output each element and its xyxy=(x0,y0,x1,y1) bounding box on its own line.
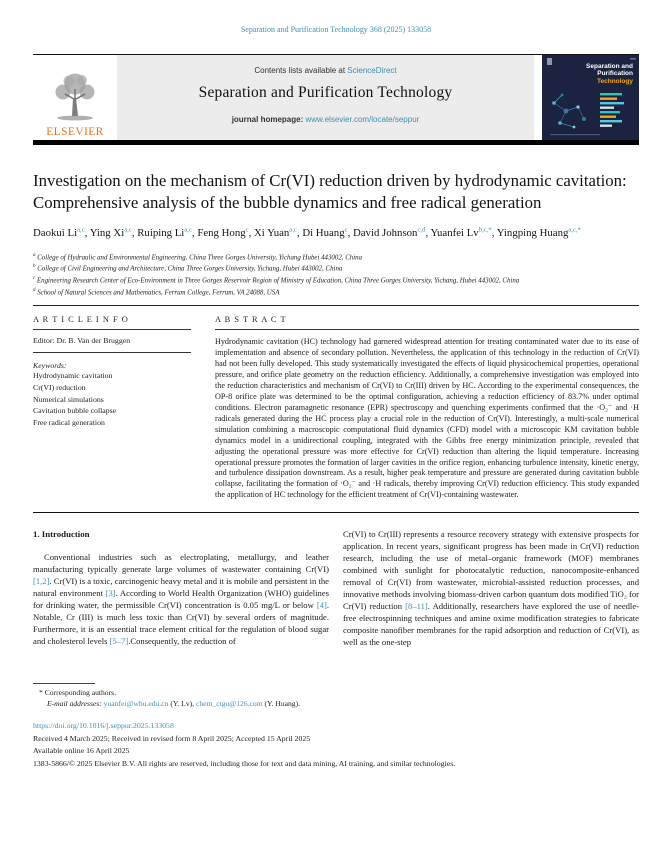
keyword-list xyxy=(33,370,191,428)
author: Yuanfei $Lv^{b,c,*}$, xyxy=(430,226,497,240)
footer-block xyxy=(33,720,639,771)
info-abstract-section xyxy=(33,315,639,501)
affiliation-list xyxy=(33,252,639,299)
journal-title: Separation and Purification Technology xyxy=(198,84,453,101)
journal-cover-thumbnail xyxy=(542,55,639,140)
affiliation: $^d$ School of Natural Sciences and Mathematics, Ferrum College, Ferrum, VA 24088, USA xyxy=(33,287,280,296)
affiliation: $^b$ College of Civil Engineering and Architecture, China Three Gorges University, Yichang, Hubei 443002, China xyxy=(33,264,343,273)
received-line: Received 4 March 2025; Received in revised form 8 April 2025; Accepted 15 April 2025 xyxy=(33,733,311,743)
intro-paragraph-left: Conventional industries such as electroplating, metallurgy, and leather manufacturing typically generate large volumes of wastewater containing Cr(VI) [1,2]. Cr(VI) is a toxic, carcinogenic heavy metal and it is mobile and persistent in the natural environment [3]. According to World Health Organization (WHO) guidelines for drinking water, the permissible Cr(VI) concentration is 0.05 mg/L or below [4]. Notable, Cr (III) is much less toxic than Cr(VI) by several orders of magnitude. Furthermore, it is an essential trace element critical for the regulation of blood sugar and cholesterol levels [5–7].Consequently, the reduction of xyxy=(33,552,329,646)
intro-left-column xyxy=(33,529,329,677)
keyword: Cavitation bubble collapse xyxy=(33,406,117,416)
cover-title-line1: Separation and xyxy=(586,63,633,70)
email-label: E-mail addresses: xyxy=(47,699,102,709)
email2-name: (Y. Huang). xyxy=(262,699,301,709)
editor-line: Editor: Dr. B. Van der Bruggen xyxy=(33,330,191,353)
abstract-column xyxy=(215,315,639,501)
affiliation: $^a$ College of Hydraulic and Environmental Engineering, China Three Gorges University, Yichang Hubei 443002, China xyxy=(33,252,363,262)
contents-lists-text: Contents lists available at xyxy=(254,66,348,75)
elsevier-logo xyxy=(33,55,117,140)
author: Ying Xi$^{a,c}$, xyxy=(89,226,138,240)
paper-title: Investigation on the mechanism of Cr(VI) reduction driven by hydrodynamic cavitation: Comprehensive analysis of the bubble dynamics and free radical generation xyxy=(33,170,627,212)
header-bottom-rule xyxy=(33,140,639,145)
author: Daokui Li$^{a,c}$, xyxy=(33,226,90,240)
intro-heading: 1. Introduction xyxy=(33,529,90,540)
cover-title xyxy=(586,63,633,85)
homepage-link[interactable]: www.elsevier.com/locate/seppur xyxy=(305,115,420,124)
journal-banner xyxy=(117,55,534,140)
author: Di Huang$^c$, xyxy=(302,226,353,240)
article-info-column xyxy=(33,315,191,501)
affiliation: $^c$ Engineering Research Center of Eco-Environment in Three Gorges Reservoir Region of Ministry of Education, China Three Gorges University, Yichang, Hubei 443002, China xyxy=(33,276,520,285)
author: Ruiping Li$^{a,c}$, xyxy=(137,226,198,240)
abstract-heading: A B S T R A C T xyxy=(215,315,639,330)
article-info-heading: A R T I C L E I N F O xyxy=(33,315,191,330)
keyword: Free radical generation xyxy=(33,418,105,428)
contents-lists-line xyxy=(117,66,534,75)
sciencedirect-link[interactable]: ScienceDirect xyxy=(347,66,397,75)
author: David Johnson$^{c,d}$, xyxy=(352,226,431,240)
cover-title-line2: Purification xyxy=(597,70,633,78)
email-link-huang[interactable]: chem_ctgu@126.com xyxy=(195,699,263,709)
homepage-label: journal homepage: xyxy=(231,115,306,124)
keyword: Hydrodynamic cavitation xyxy=(33,371,113,381)
available-online-line: Available online 16 April 2025 xyxy=(33,746,130,756)
email-addresses-line xyxy=(33,699,639,708)
author: Feng Hong$^c$, xyxy=(197,226,254,240)
elsevier-tree-icon xyxy=(46,71,104,125)
email-link-lv[interactable]: yuanfei@whu.edu.cn xyxy=(103,699,169,709)
affiliations-rule xyxy=(33,305,639,306)
abstract-bottom-rule xyxy=(33,512,639,513)
keyword: Numerical simulations xyxy=(33,394,104,404)
abstract-text: Hydrodynamic cavitation (HC) technology had garnered widespread attention for treating contaminated water due to its ease of implementation and absence of secondary pollution. Nevertheless, the application of this technology in the reduction of Cr(VI) had not been fully developed. This study systematically investigated the effects of liquid physicochemical properties, operational pressure, and orifice plate geometry on the reduction efficiency. Additionally, a comprehensive investigation was employed into the reduction characteristics and mechanism of Cr(VI) to Cr(III) driven by HC. According to the experimental consequences, the OP-8 orifice plate was determined to be the optimal configuration, achieving a reduction efficiency of 83.7% under optimal conditions. Electron paramagnetic resonance (EPR) spectroscopy and quenching experiments confirmed that the ·O₂⁻ and ·H radicals generated during the HC process play a crucial role in the reduction of Cr(VI). Interestingly, a multi-scale numerical simulation combining a macroscopic computational fluid dynamics (CFD) model with a microscopic KM cavitation bubble dynamics model in a unidirectional coupling, integrated with the Gibbs free energy minimization principle, revealed that adjusting the operational pressure was more effective for Cr(VI) reduction than altering the liquid temperature. Increasing operational pressure promotes the formation of larger cavities in the orifice region, enhancing turbulence intensity, kinetic energy, and turbulence dissipation downstream. As a result, higher peak temperature and pressure are generated during cavitation bubble collapse, facilitating the formation of ·O₂⁻ and ·H radicals, thereby improving Cr(VI) reduction efficiency. This study expanded the application of HC technology for the efficient treatment of Cr(VI)-containing wastewater. xyxy=(215,337,639,500)
keyword: Cr(VI) reduction xyxy=(33,383,86,393)
email1-name: (Y. Lv), xyxy=(168,699,196,709)
doi-link[interactable]: https://doi.org/10.1016/j.seppur.2025.133058 xyxy=(33,721,174,731)
introduction-section xyxy=(33,529,639,677)
copyright-line: 1383-5866/© 2025 Elsevier B.V. All rights are reserved, including those for text and data mining, AI training, and similar technologies. xyxy=(33,759,456,769)
homepage-line xyxy=(117,115,534,124)
author: Yingping Huang$^{a,c,*}$ xyxy=(496,226,582,240)
elsevier-wordmark: ELSEVIER xyxy=(46,126,104,138)
journal-header xyxy=(33,55,639,140)
footnote-divider xyxy=(33,683,95,684)
author: Xi Yuan$^{a,c}$, xyxy=(254,226,303,240)
author-list xyxy=(33,226,639,242)
journal-citation-line: Separation and Purification Technology 368 (2025) 133058 xyxy=(240,25,432,34)
cover-title-line3: Technology xyxy=(597,77,633,85)
intro-paragraph-right: Cr(VI) to Cr(III) represents a resource recovery strategy with extensive prospects for application. In recent years, significant progress has been made in Cr(VI) reduction research, including the use of metal–organic framework (MOF) membranes combined with sunlight for photocatalytic reduction, nanocomposite-enhanced removal of Cr(VI) from wastewater, microbial-assisted reduction processes, and innovative methods involving biomass-driven carbon quantum dots modified TiO₂ for Cr(VI) reduction [8–11]. Additionally, researchers have explored the use of needle-free electrospinning techniques and amine oxime modification strategies to fabricate composite nanofiber membranes for the rapid adsorption and reduction of Cr(VI), as well as the one-step xyxy=(343,529,639,647)
corresponding-authors-note: * Corresponding authors. xyxy=(39,688,116,698)
keywords-label: Keywords: xyxy=(33,361,67,371)
intro-right-column xyxy=(343,529,639,677)
